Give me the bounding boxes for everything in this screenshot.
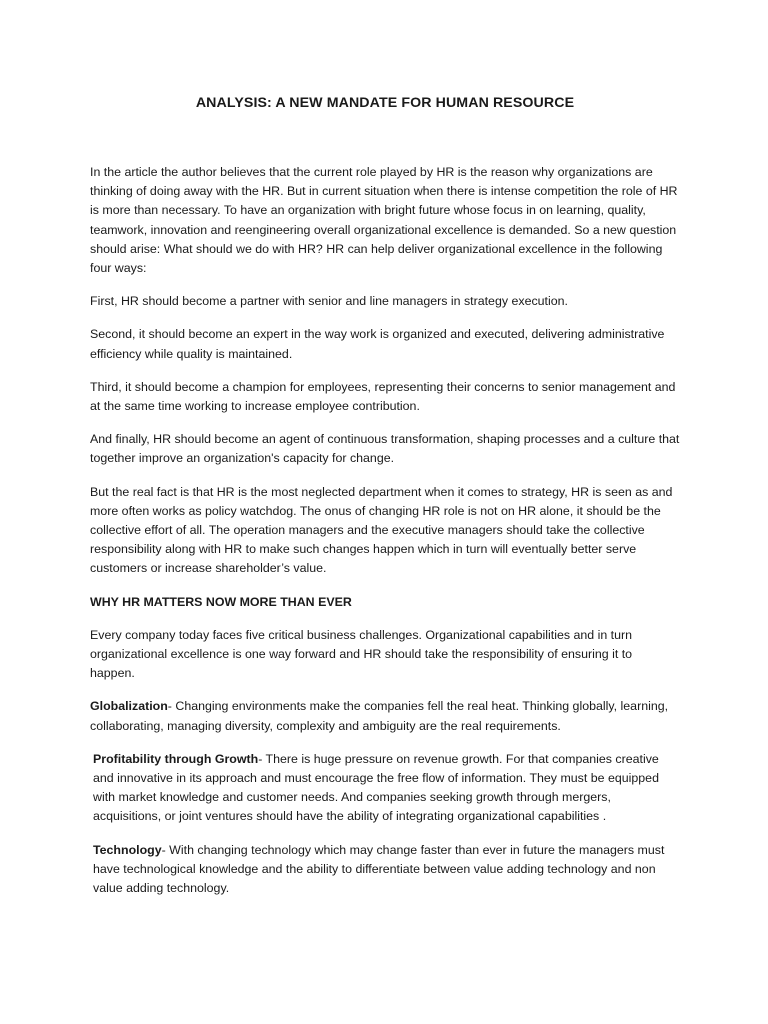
finally-point-paragraph: And finally, HR should become an agent of continuous transformation, shaping processes and a culture that together improve an organization's capacity for change. [90,432,680,466]
profitability-lead: Profitability through Growth [93,751,259,766]
technology-text: - With changing technology which may change faster than ever in future the managers must have technological knowledge and the ability to differentiate between value adding technology and non value adding technology. [93,842,665,896]
third-point-paragraph: Third, it should become a champion for employees, representing their concerns to senior management and at the same time working to increase employee contribution. [90,379,676,414]
globalization-paragraph [90,697,680,735]
document-title: ANALYSIS: A NEW MANDATE FOR HUMAN RESOURCE [195,95,575,111]
intro-paragraph: In the article the author believes that the current role played by HR is the reason why organizations are thinking of doing away with the HR. But in current situation when there is intense competition the role of HR is more than necessary. To have an organization with bright future whose focus in on learning, quality, teamwork, innovation and reengineering overall organizational excellence is demanded. So a new question should arise: What should we do with HR? HR can help deliver organizational excellence in the following four ways: [90,165,678,276]
globalization-text: - Changing environments make the companies fell the real heat. Thinking globally, learning, collaborating, managing diversity, complexity and ambiguity are the real requirements. [90,699,669,733]
profitability-text: - There is huge pressure on revenue growth. For that companies creative and innovative in its approach and must encourage the free flow of information. They must be equipped with market knowledge and customer needs. And companies seeking growth through mergers, acquisitions, or joint ventures should have the ability of integrating organizational capabilities . [93,751,659,824]
section-heading: WHY HR MATTERS NOW MORE THAN EVER [90,594,352,609]
real-fact-paragraph: But the real fact is that HR is the most neglected department when it comes to strategy, HR is seen as and more often works as policy watchdog. The onus of changing HR role is not on HR alone, it should be the collective effort of all. The operation managers and the executive managers should take the collective responsibility along with HR to make such changes happen which in turn will eventually better serve customers or increase shareholder’s value. [90,484,673,576]
profitability-paragraph [90,750,680,827]
technology-lead: Technology [93,842,162,857]
document-body [90,163,680,912]
first-point-paragraph: First, HR should become a partner with senior and line managers in strategy execution. [90,294,568,309]
challenges-paragraph: Every company today faces five critical business challenges. Organizational capabilities and in turn organizational excellence is one way forward and HR should take the responsibility of ensuring it to happen. [90,627,633,681]
technology-paragraph [90,841,680,899]
globalization-lead: Globalization [90,699,168,714]
second-point-paragraph: Second, it should become an expert in the way work is organized and executed, delivering administrative efficiency while quality is maintained. [90,327,665,361]
